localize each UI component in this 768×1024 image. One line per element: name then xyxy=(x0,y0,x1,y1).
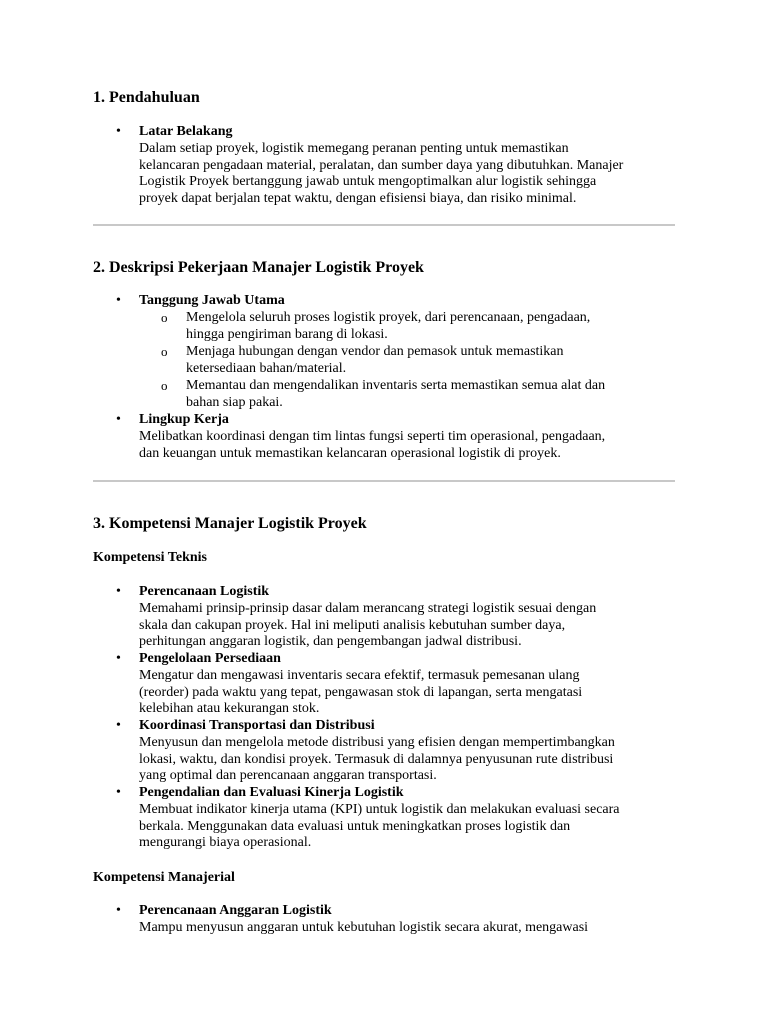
item-text-line: bahan siap pakai. xyxy=(186,394,283,410)
item-title: Tanggung Jawab Utama xyxy=(139,293,285,308)
bullet-icon: • xyxy=(116,903,121,918)
sub-list-item xyxy=(161,344,661,378)
bullet-icon: • xyxy=(116,785,121,800)
item-text-line: Memantau dan mengendalikan inventaris serta memastikan semua alat dan xyxy=(186,378,606,393)
item-text-line: Menjaga hubungan dengan vendor dan pemasok untuk memastikan xyxy=(186,344,564,359)
item-text-line: perhitungan anggaran logistik, dan pengembangan jadwal distribusi. xyxy=(139,634,522,650)
item-text-line: Memahami prinsip-prinsip dasar dalam merancang strategi logistik sesuai dengan xyxy=(139,600,597,616)
circle-bullet-icon: o xyxy=(161,310,168,325)
item-text-line: Mengelola seluruh proses logistik proyek, dari perencanaan, pengadaan, xyxy=(186,310,591,325)
item-title: Perencanaan Anggaran Logistik xyxy=(139,903,332,918)
sub-list-item xyxy=(161,310,661,344)
bullet-icon: • xyxy=(116,124,121,139)
item-title: Latar Belakang xyxy=(139,124,233,139)
list-item-perencanaan-logistik xyxy=(116,584,684,651)
bullet-icon: • xyxy=(116,412,121,427)
list-item-tanggung-jawab xyxy=(116,293,684,310)
item-text-line: mengurangi biaya operasional. xyxy=(139,835,312,851)
item-title: Koordinasi Transportasi dan Distribusi xyxy=(139,718,375,733)
item-text-line: hingga pengiriman barang di lokasi. xyxy=(186,326,388,342)
item-text-line: Logistik Proyek bertanggung jawab untuk mengoptimalkan alur logistik sehingga xyxy=(139,174,597,190)
item-text-line: ketersediaan bahan/material. xyxy=(186,360,347,376)
list-item-latar-belakang xyxy=(116,124,684,208)
horizontal-divider xyxy=(93,480,675,482)
list-item-pengendalian-evaluasi xyxy=(116,785,684,852)
item-text-line: Dalam setiap proyek, logistik memegang peranan penting untuk memastikan xyxy=(139,140,569,156)
section-heading-pendahuluan: 1. Pendahuluan xyxy=(93,89,200,106)
item-text-line: proyek dapat berjalan tepat waktu, dengan efisiensi biaya, dan risiko minimal. xyxy=(139,191,577,207)
item-text-line: Mampu menyusun anggaran untuk kebutuhan logistik secara akurat, mengawasi xyxy=(139,919,589,935)
list-item-koordinasi-transportasi xyxy=(116,718,684,785)
item-title: Pengendalian dan Evaluasi Kinerja Logistik xyxy=(139,785,404,800)
bullet-icon: • xyxy=(116,293,121,308)
item-text-line: dan keuangan untuk memastikan kelancaran operasional logistik di proyek. xyxy=(139,445,561,461)
list-item-perencanaan-anggaran xyxy=(116,903,684,937)
item-text-line: lokasi, waktu, dan kondisi proyek. Termasuk di dalamnya penyusunan rute distribusi xyxy=(139,751,614,767)
item-title: Perencanaan Logistik xyxy=(139,584,270,599)
bullet-icon: • xyxy=(116,718,121,733)
item-text-line: Menyusun dan mengelola metode distribusi yang efisien dengan mempertimbangkan xyxy=(139,734,615,750)
item-title: Lingkup Kerja xyxy=(139,412,229,427)
item-text-line: Membuat indikator kinerja utama (KPI) untuk logistik dan melakukan evaluasi secara xyxy=(139,801,620,817)
list-item-pengelolaan-persediaan xyxy=(116,651,684,718)
section-heading-kompetensi: 3. Kompetensi Manajer Logistik Proyek xyxy=(93,515,367,532)
item-text-line: Melibatkan koordinasi dengan tim lintas fungsi seperti tim operasional, pengadaan, xyxy=(139,428,606,444)
subheading-kompetensi-teknis: Kompetensi Teknis xyxy=(93,550,207,565)
item-text-line: yang optimal dan perencanaan anggaran transportasi. xyxy=(139,768,437,784)
item-text-line: kelancaran pengadaan material, peralatan, dan sumber daya yang dibutuhkan. Manajer xyxy=(139,157,624,173)
circle-bullet-icon: o xyxy=(161,344,168,359)
subheading-kompetensi-manajerial: Kompetensi Manajerial xyxy=(93,870,235,885)
item-text-line: skala dan cakupan proyek. Hal ini meliputi analisis kebutuhan sumber daya, xyxy=(139,617,566,633)
list-item-lingkup-kerja xyxy=(116,412,684,462)
item-title: Pengelolaan Persediaan xyxy=(139,651,281,666)
item-text-line: (reorder) pada waktu yang tepat, pengawasan stok di lapangan, serta mengatasi xyxy=(139,684,583,700)
item-text-line: berkala. Menggunakan data evaluasi untuk meningkatkan proses logistik dan xyxy=(139,818,571,834)
sub-list-item xyxy=(161,378,661,412)
item-text-line: Mengatur dan mengawasi inventaris secara efektif, termasuk pemesanan ulang xyxy=(139,667,580,683)
bullet-icon: • xyxy=(116,584,121,599)
circle-bullet-icon: o xyxy=(161,378,168,393)
section-heading-deskripsi: 2. Deskripsi Pekerjaan Manajer Logistik Proyek xyxy=(93,259,424,276)
horizontal-divider xyxy=(93,224,675,226)
item-text-line: kelebihan atau kekurangan stok. xyxy=(139,701,320,717)
bullet-icon: • xyxy=(116,651,121,666)
